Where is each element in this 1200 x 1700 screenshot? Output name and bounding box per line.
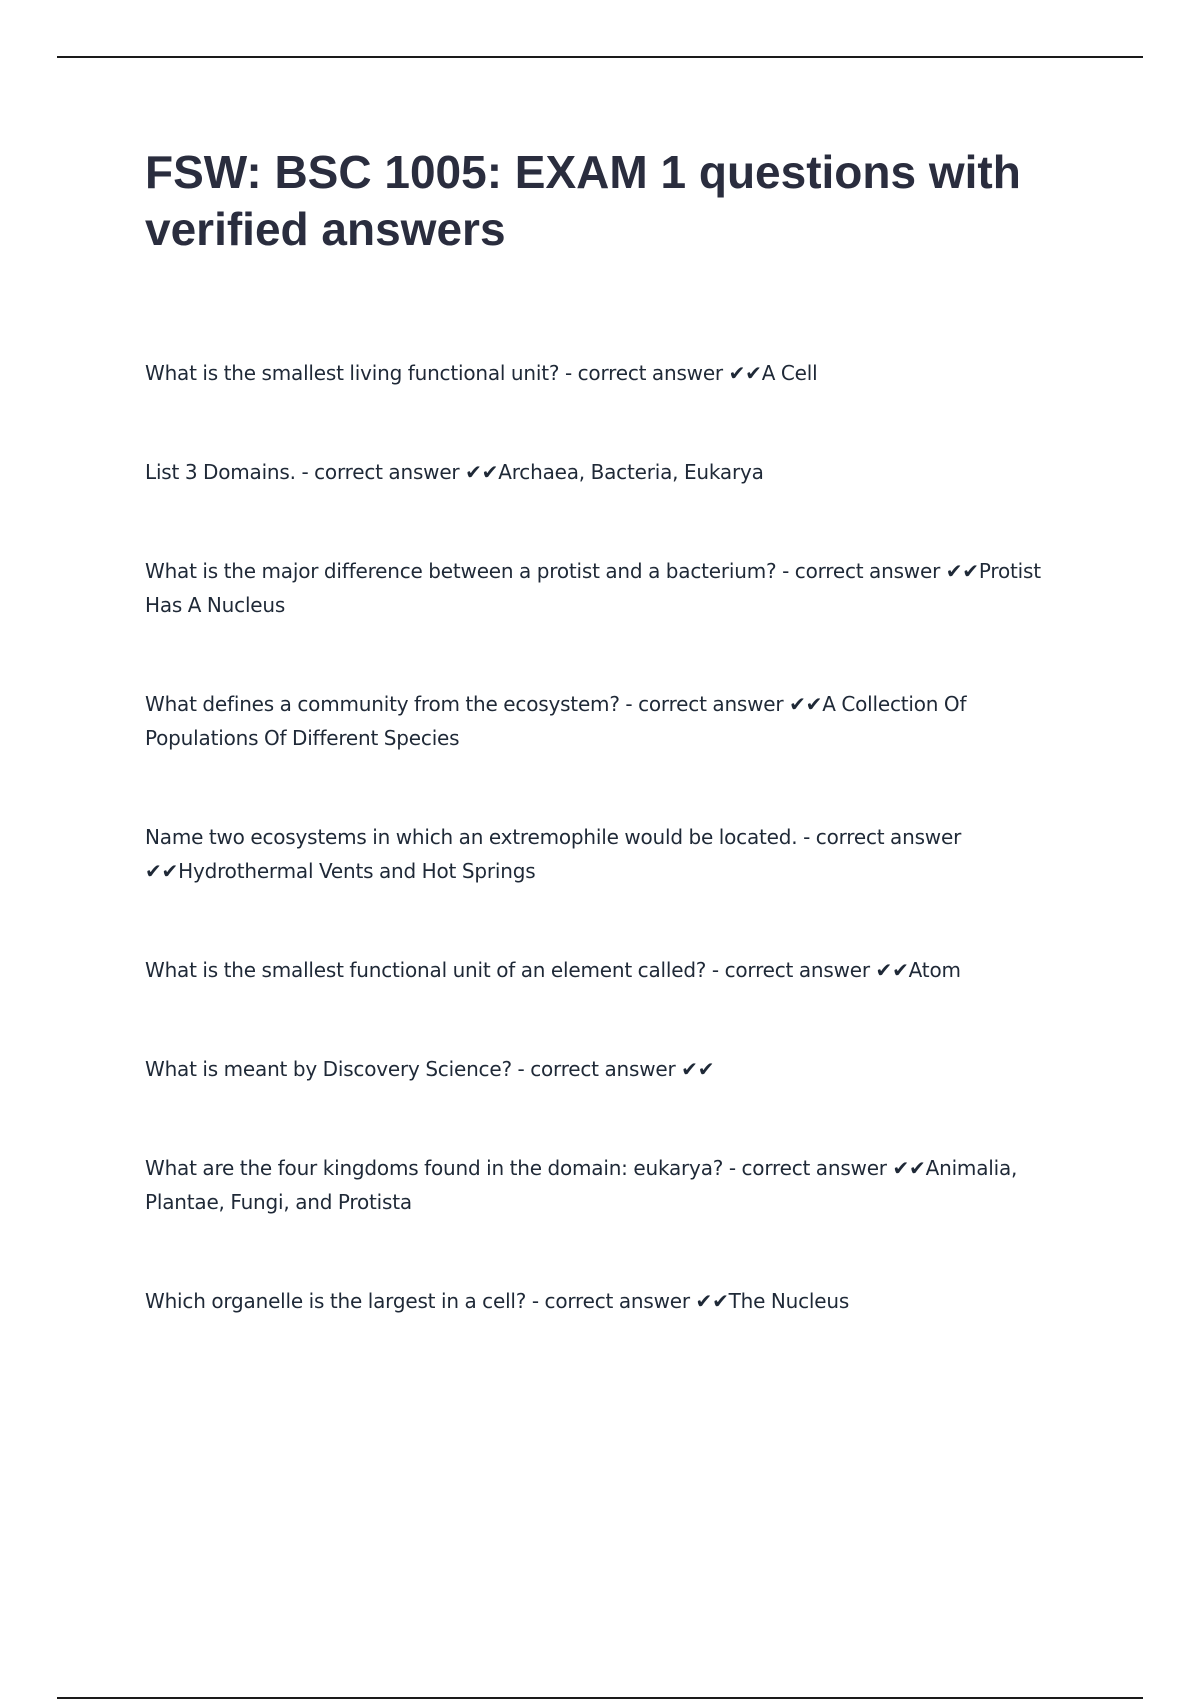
qa-item xyxy=(145,1151,1065,1219)
qa-item xyxy=(145,953,1065,987)
answer-separator: - correct answer xyxy=(619,692,790,716)
qa-item xyxy=(145,687,1065,755)
question-text: What is meant by Discovery Science? xyxy=(145,1057,512,1081)
answer-separator: - correct answer xyxy=(295,460,466,484)
question-text: What is the major difference between a protist and a bacterium? xyxy=(145,559,777,583)
qa-item xyxy=(145,1052,1065,1086)
answer-separator: - correct answer xyxy=(776,559,946,583)
qa-item xyxy=(145,820,1065,888)
answer-text: Archaea, Bacteria, Eukarya xyxy=(498,460,764,484)
check-marks-icon: ✔✔ xyxy=(945,559,979,583)
answer-text: Protist Has A Nucleus xyxy=(145,559,1041,617)
question-text: What is the smallest living functional unit? xyxy=(145,361,560,385)
question-text: List 3 Domains. xyxy=(145,460,296,484)
answer-text: A Cell xyxy=(761,361,818,385)
qa-item xyxy=(145,1284,1065,1318)
question-text: Which organelle is the largest in a cell? xyxy=(145,1289,527,1313)
check-marks-icon: ✔✔ xyxy=(145,859,179,883)
answer-text: Animalia, Plantae, Fungi, and Protista xyxy=(145,1156,1018,1214)
answer-text: Atom xyxy=(908,958,961,982)
qa-item xyxy=(145,455,1065,489)
answer-text: A Collection Of Populations Of Different Species xyxy=(145,692,967,750)
question-text: What are the four kingdoms found in the domain: eukarya? xyxy=(145,1156,724,1180)
answer-separator: - correct answer xyxy=(511,1057,682,1081)
answer-separator: - correct answer xyxy=(706,958,876,982)
answer-text: Hydrothermal Vents and Hot Springs xyxy=(178,859,536,883)
check-marks-icon: ✔✔ xyxy=(465,460,499,484)
check-marks-icon: ✔✔ xyxy=(728,361,762,385)
qa-item xyxy=(145,554,1065,622)
question-text: What is the smallest functional unit of an element called? xyxy=(145,958,707,982)
check-marks-icon: ✔✔ xyxy=(875,958,909,982)
answer-separator: - correct answer xyxy=(526,1289,696,1313)
answer-separator: - correct answer xyxy=(723,1156,893,1180)
answer-separator: - correct answer xyxy=(797,825,962,849)
qa-list xyxy=(145,356,1065,1383)
bottom-rule xyxy=(57,1697,1143,1699)
check-marks-icon: ✔✔ xyxy=(892,1156,926,1180)
question-text: Name two ecosystems in which an extremophile would be located. xyxy=(145,825,798,849)
top-rule xyxy=(57,56,1143,58)
check-marks-icon: ✔✔ xyxy=(789,692,823,716)
answer-separator: - correct answer xyxy=(559,361,729,385)
check-marks-icon: ✔✔ xyxy=(681,1057,715,1081)
qa-item xyxy=(145,356,1065,390)
answer-text: The Nucleus xyxy=(728,1289,850,1313)
document-title: FSW: BSC 1005: EXAM 1 questions with verified answers xyxy=(145,146,1021,255)
check-marks-icon: ✔✔ xyxy=(695,1289,729,1313)
question-text: What defines a community from the ecosystem? xyxy=(145,692,620,716)
